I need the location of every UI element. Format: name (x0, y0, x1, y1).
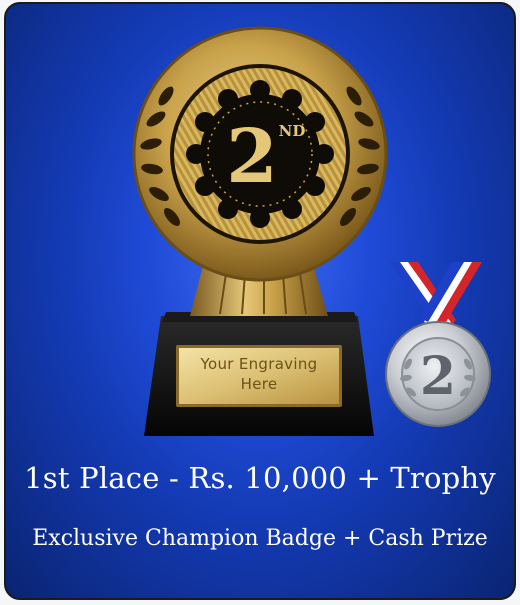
engraving-line-2: Here (240, 375, 278, 393)
prize-subtitle: Exclusive Champion Badge + Cash Prize (32, 526, 488, 551)
trophy-medallion (134, 28, 386, 280)
trophy-number: 2 (226, 114, 278, 200)
silver-medal (386, 322, 490, 426)
trophy-number-suffix: ND (278, 122, 306, 140)
prize-title: 1st Place - Rs. 10,000 + Trophy (24, 461, 496, 495)
prize-card (4, 2, 516, 600)
medal-number: 2 (419, 346, 457, 407)
prize-illustration (6, 4, 514, 598)
engraving-line-1: Your Engraving (200, 355, 318, 373)
engraving-text (182, 354, 336, 394)
